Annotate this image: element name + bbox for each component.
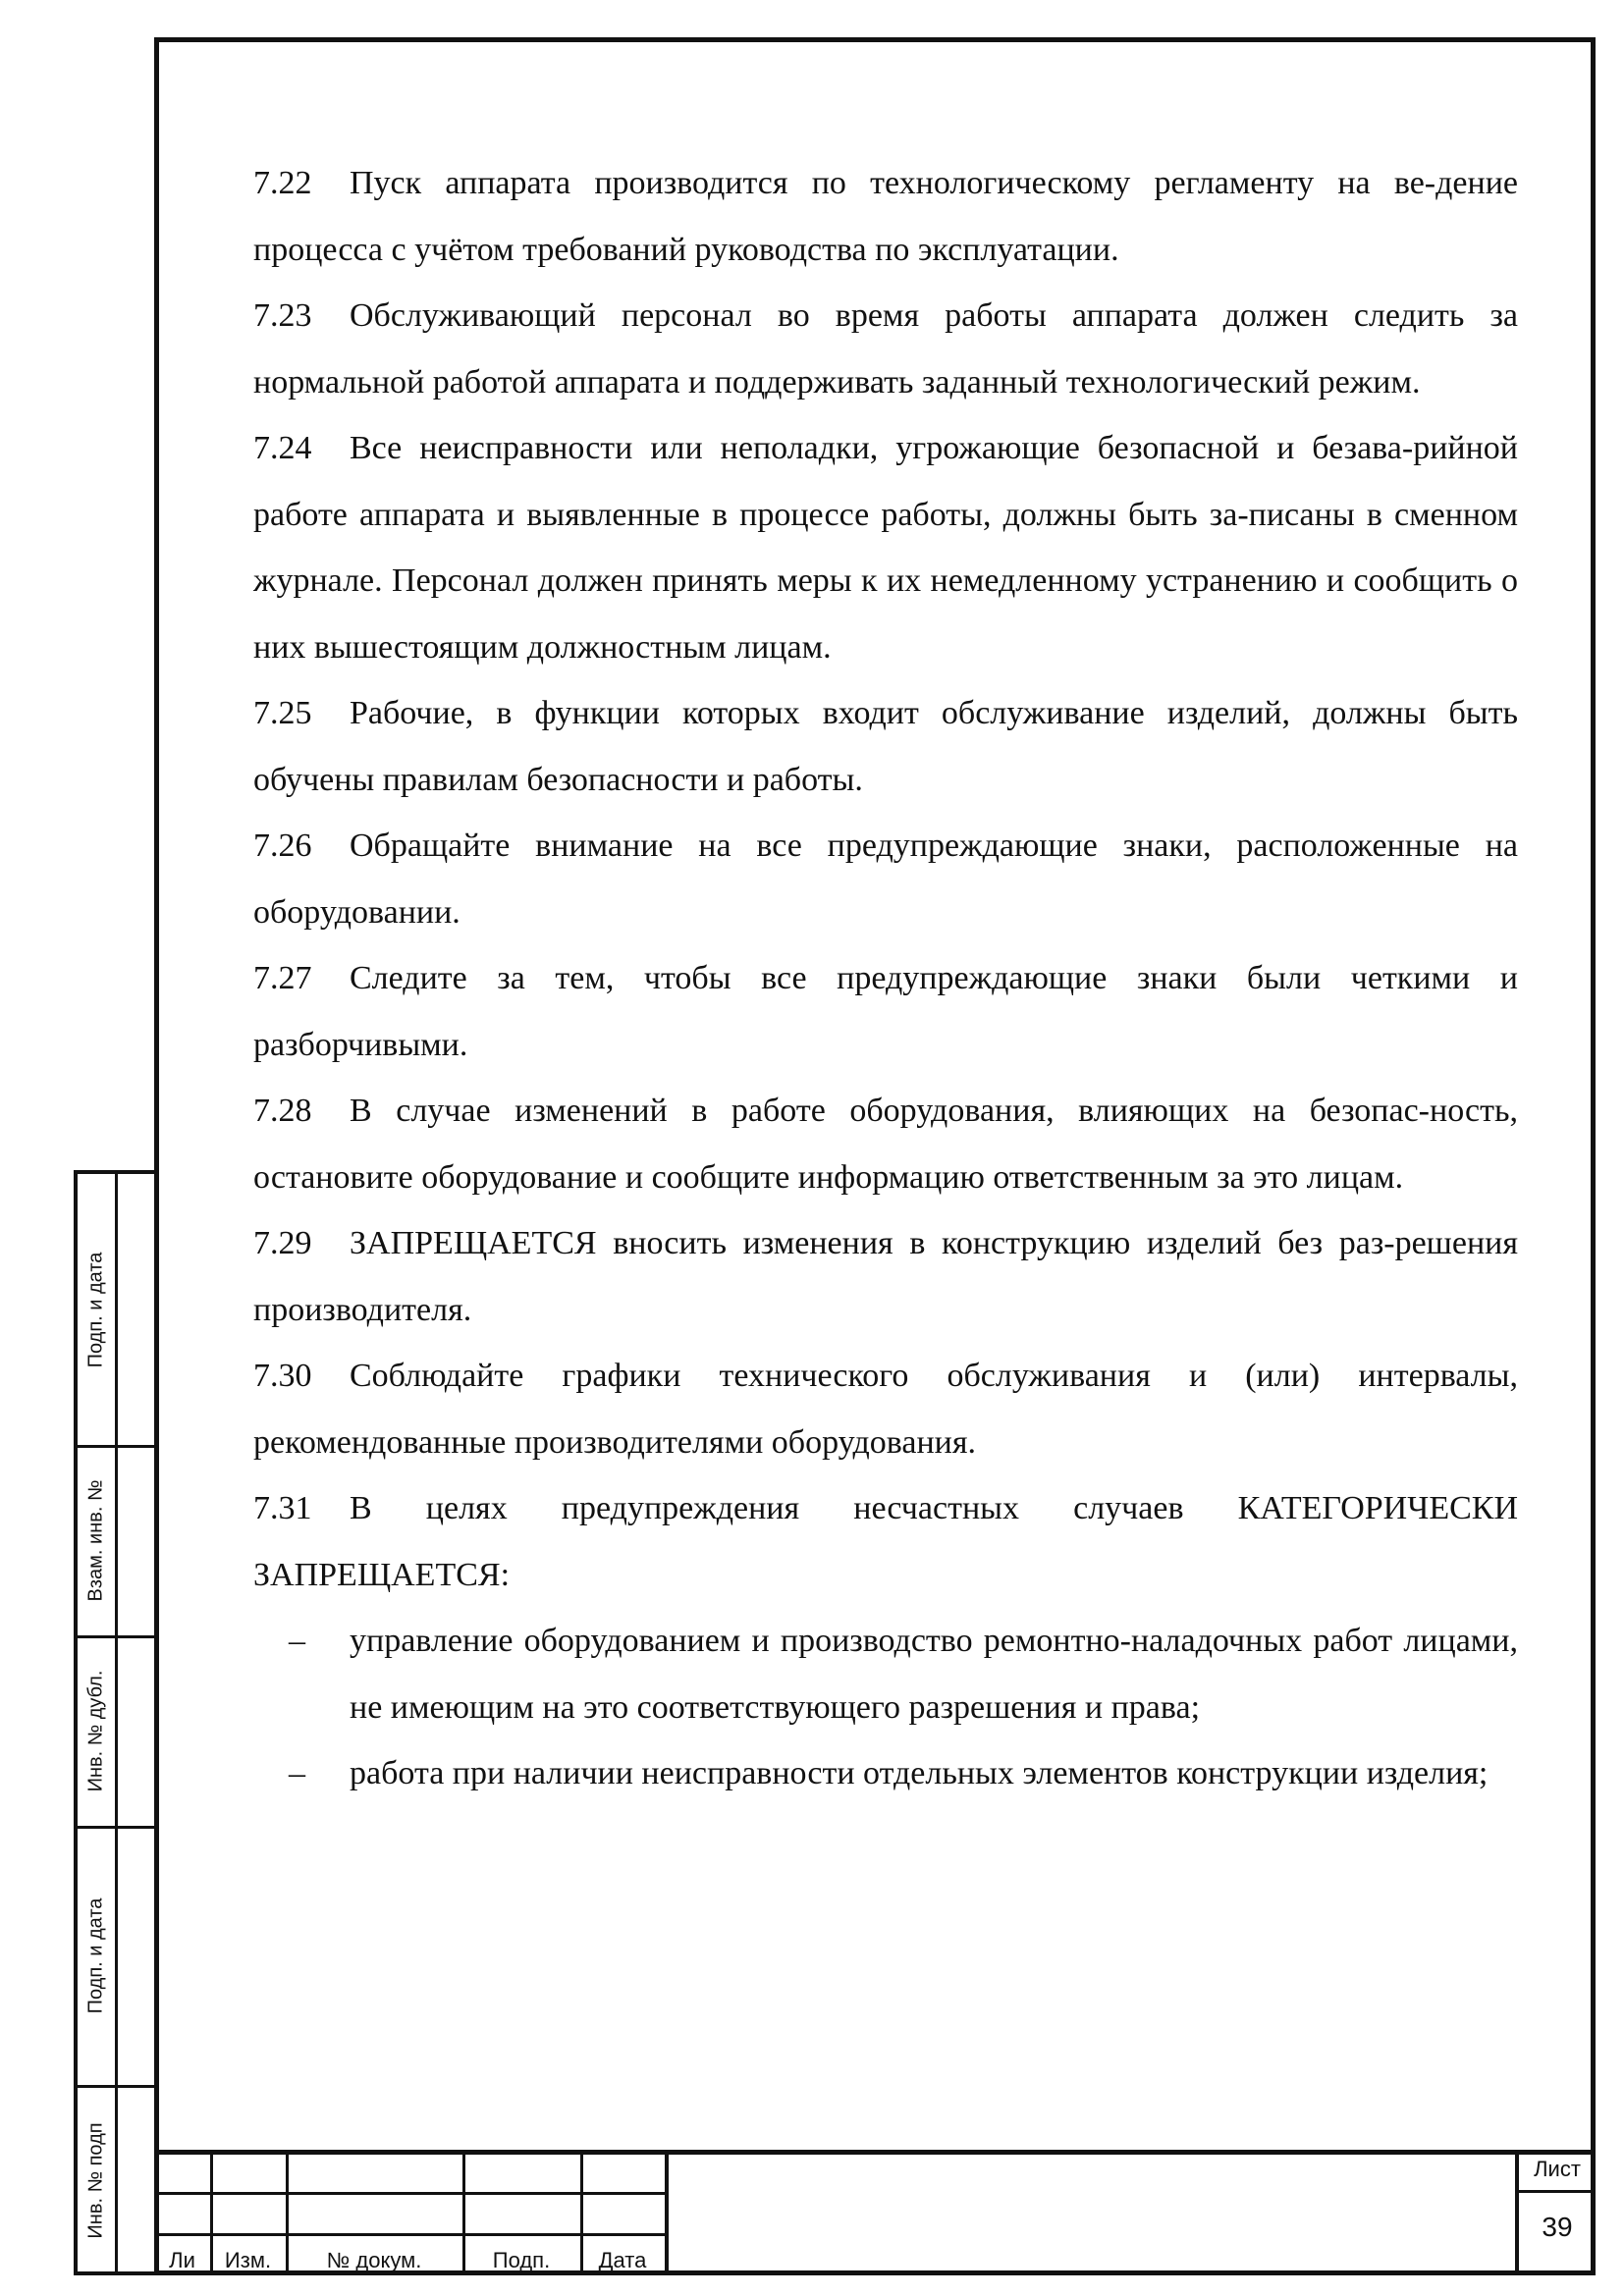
- column-label-doc: № докум.: [326, 2248, 422, 2272]
- paragraph-number: 7.27: [253, 960, 312, 996]
- bullet-dash: –: [289, 1623, 305, 1659]
- column-label-li: Ли: [169, 2248, 195, 2272]
- side-stamp-divider: [115, 1174, 118, 2271]
- paragraph-text: Соблюдайте графики технического обслуживания и (или) интервалы, рекомендованные производителями оборудования.: [253, 1358, 1518, 1461]
- paragraph-text: Все неисправности или неполадки, угрожающие безопасной и безава-рийной работе аппарата и выявленные в процессе работы, должны быть за-писаны в сменном журнале. Персонал должен принять меры к их немедленному устранению и сообщить о них вышестоящим должностным лицам.: [253, 430, 1518, 666]
- paragraph-number: 7.30: [253, 1358, 312, 1394]
- paragraph-text: Следите за тем, чтобы все предупреждающие знаки были четкими и разборчивыми.: [253, 960, 1518, 1063]
- paragraph-text: В случае изменений в работе оборудования, влияющих на безопас-ность, остановите оборудование и сообщите информацию ответственным за это лицам.: [253, 1093, 1518, 1196]
- side-label-dup-inv: Инв. № дубл.: [84, 1670, 107, 1791]
- paragraph-7-28: [253, 1078, 1518, 1210]
- paragraph-text: Обращайте внимание на все предупреждающие знаки, расположенные на оборудовании.: [253, 828, 1518, 931]
- paragraph-7-30: [253, 1343, 1518, 1475]
- paragraph-text: ЗАПРЕЩАЕТСЯ вносить изменения в конструкцию изделий без раз-решения производителя.: [253, 1225, 1518, 1328]
- bullet-text: работа при наличии неисправности отдельных элементов конструкции изделия;: [350, 1755, 1489, 1791]
- paragraph-7-29: [253, 1210, 1518, 1343]
- sheet-number: 39: [1542, 2212, 1573, 2242]
- sheet-box: [1515, 2155, 1596, 2275]
- paragraph-7-27: [253, 945, 1518, 1078]
- revision-grid: [154, 2155, 669, 2275]
- bullet-text: управление оборудованием и производство ремонтно-наладочных работ лицами, не имеющим на это соответствующего разрешения и права;: [350, 1623, 1518, 1726]
- side-label-sign-date: Подп. и дата: [84, 1252, 107, 1367]
- column-label-izm: Изм.: [224, 2248, 272, 2272]
- paragraph-7-24: [253, 415, 1518, 680]
- paragraph-text: Рабочие, в функции которых входит обслуживание изделий, должны быть обучены правилам безопасности и работы.: [253, 695, 1518, 798]
- bullet-item: [253, 1740, 1518, 1807]
- side-label-sign-date-2: Подп. и дата: [84, 1897, 107, 2013]
- sheet-divider: [1519, 2190, 1596, 2193]
- paragraph-7-22: [253, 150, 1518, 283]
- column-label-sign: Подп.: [492, 2248, 551, 2272]
- paragraph-number: 7.28: [253, 1093, 312, 1129]
- paragraph-number: 7.24: [253, 430, 312, 466]
- side-stamp: [74, 1170, 154, 2275]
- paragraph-text: В целях предупреждения несчастных случаев КАТЕГОРИЧЕСКИ ЗАПРЕЩАЕТСЯ:: [253, 1490, 1518, 1593]
- bullet-item: [253, 1608, 1518, 1740]
- document-body: [253, 150, 1518, 1807]
- paragraph-number: 7.31: [253, 1490, 312, 1526]
- paragraph-number: 7.23: [253, 297, 312, 334]
- paragraph-7-26: [253, 813, 1518, 945]
- side-label-orig-inv: Инв. № подп: [84, 2121, 107, 2239]
- paragraph-text: Обслуживающий персонал во время работы аппарата должен следить за нормальной работой аппарата и поддерживать заданный технологический режим.: [253, 297, 1518, 400]
- paragraph-number: 7.25: [253, 695, 312, 731]
- bullet-dash: –: [289, 1755, 305, 1791]
- grid-row-line: [154, 2192, 665, 2195]
- column-label-date: Дата: [598, 2248, 647, 2272]
- paragraph-number: 7.22: [253, 165, 312, 201]
- side-label-replace-inv: Взам. инв. №: [84, 1479, 107, 1601]
- paragraph-7-31: [253, 1475, 1518, 1608]
- paragraph-text: Пуск аппарата производится по технологическому регламенту на ве-дение процесса с учётом требований руководства по эксплуатации.: [253, 165, 1518, 268]
- title-block: [154, 2150, 1596, 2275]
- paragraph-number: 7.26: [253, 828, 312, 864]
- grid-row-line: [154, 2233, 665, 2236]
- paragraph-7-23: [253, 283, 1518, 415]
- sheet-label: Лист: [1534, 2157, 1581, 2181]
- paragraph-7-25: [253, 680, 1518, 813]
- paragraph-number: 7.29: [253, 1225, 312, 1261]
